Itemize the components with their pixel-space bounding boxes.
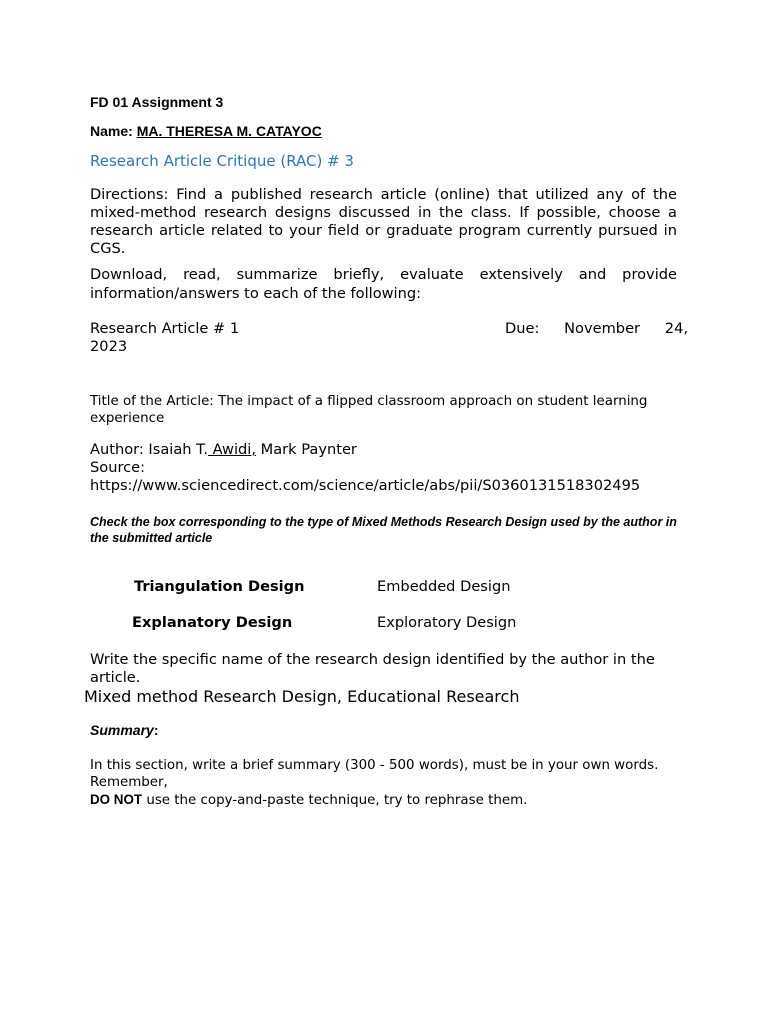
design-answer: Mixed method Research Design, Educational Research — [84, 687, 520, 706]
download-paragraph: Download, read, summarize briefly, evaluate extensively and provide information/answers to each of the following: — [90, 266, 677, 302]
due-date-line — [505, 320, 688, 337]
author-separator: , — [251, 441, 256, 458]
research-article-label: Research Article # 1 — [90, 320, 240, 337]
article-title: Title of the Article: The impact of a flipped classroom approach on student learning experience — [90, 394, 648, 426]
design-option-embedded[interactable]: Embedded Design — [377, 578, 511, 595]
summary-label-text: Summary — [90, 722, 154, 738]
source-url[interactable]: https://www.sciencedirect.com/science/article/abs/pii/S0360131518302495 — [90, 477, 641, 494]
design-option-triangulation[interactable]: Triangulation Design — [134, 578, 305, 595]
design-option-exploratory[interactable]: Exploratory Design — [377, 614, 517, 631]
directions-paragraph: Directions: Find a published research article (online) that utilized any of the mixed-method research designs discussed in the class. If possible, choose a research article related to your field or graduate program currently pursued in CGS. — [90, 186, 677, 257]
due-day: 24, — [664, 320, 688, 337]
name-label: Name: — [90, 123, 133, 139]
summary-do-not: DO NOT — [90, 792, 143, 807]
check-instruction: Check the box corresponding to the type of Mixed Methods Research Design used by the author in the submitted article — [90, 515, 677, 545]
due-label: Due: — [505, 320, 540, 337]
source-label: Source: — [90, 459, 146, 476]
author-first: Awidi — [208, 441, 252, 458]
write-instruction: Write the specific name of the research design identified by the author in the article. — [90, 651, 655, 686]
rac-title: Research Article Critique (RAC) # 3 — [90, 152, 354, 170]
due-month: November — [564, 320, 641, 337]
summary-line-2: use the copy-and-paste technique, try to rephrase them. — [142, 793, 528, 808]
design-option-explanatory[interactable]: Explanatory Design — [132, 614, 293, 631]
due-year: 2023 — [90, 338, 128, 355]
assignment-heading: FD 01 Assignment 3 — [90, 94, 224, 110]
summary-instructions — [90, 757, 690, 809]
author-prefix: Author: Isaiah T. — [90, 441, 208, 458]
summary-line-1: In this section, write a brief summary (300 - 500 words), must be in your own words. Remember, — [90, 758, 659, 790]
name-line — [90, 123, 322, 139]
summary-label — [90, 722, 158, 738]
author-line — [90, 441, 357, 458]
summary-colon: : — [153, 722, 159, 738]
author-second: Mark Paynter — [255, 441, 357, 458]
student-name: MA. THERESA M. CATAYOC — [136, 123, 322, 139]
